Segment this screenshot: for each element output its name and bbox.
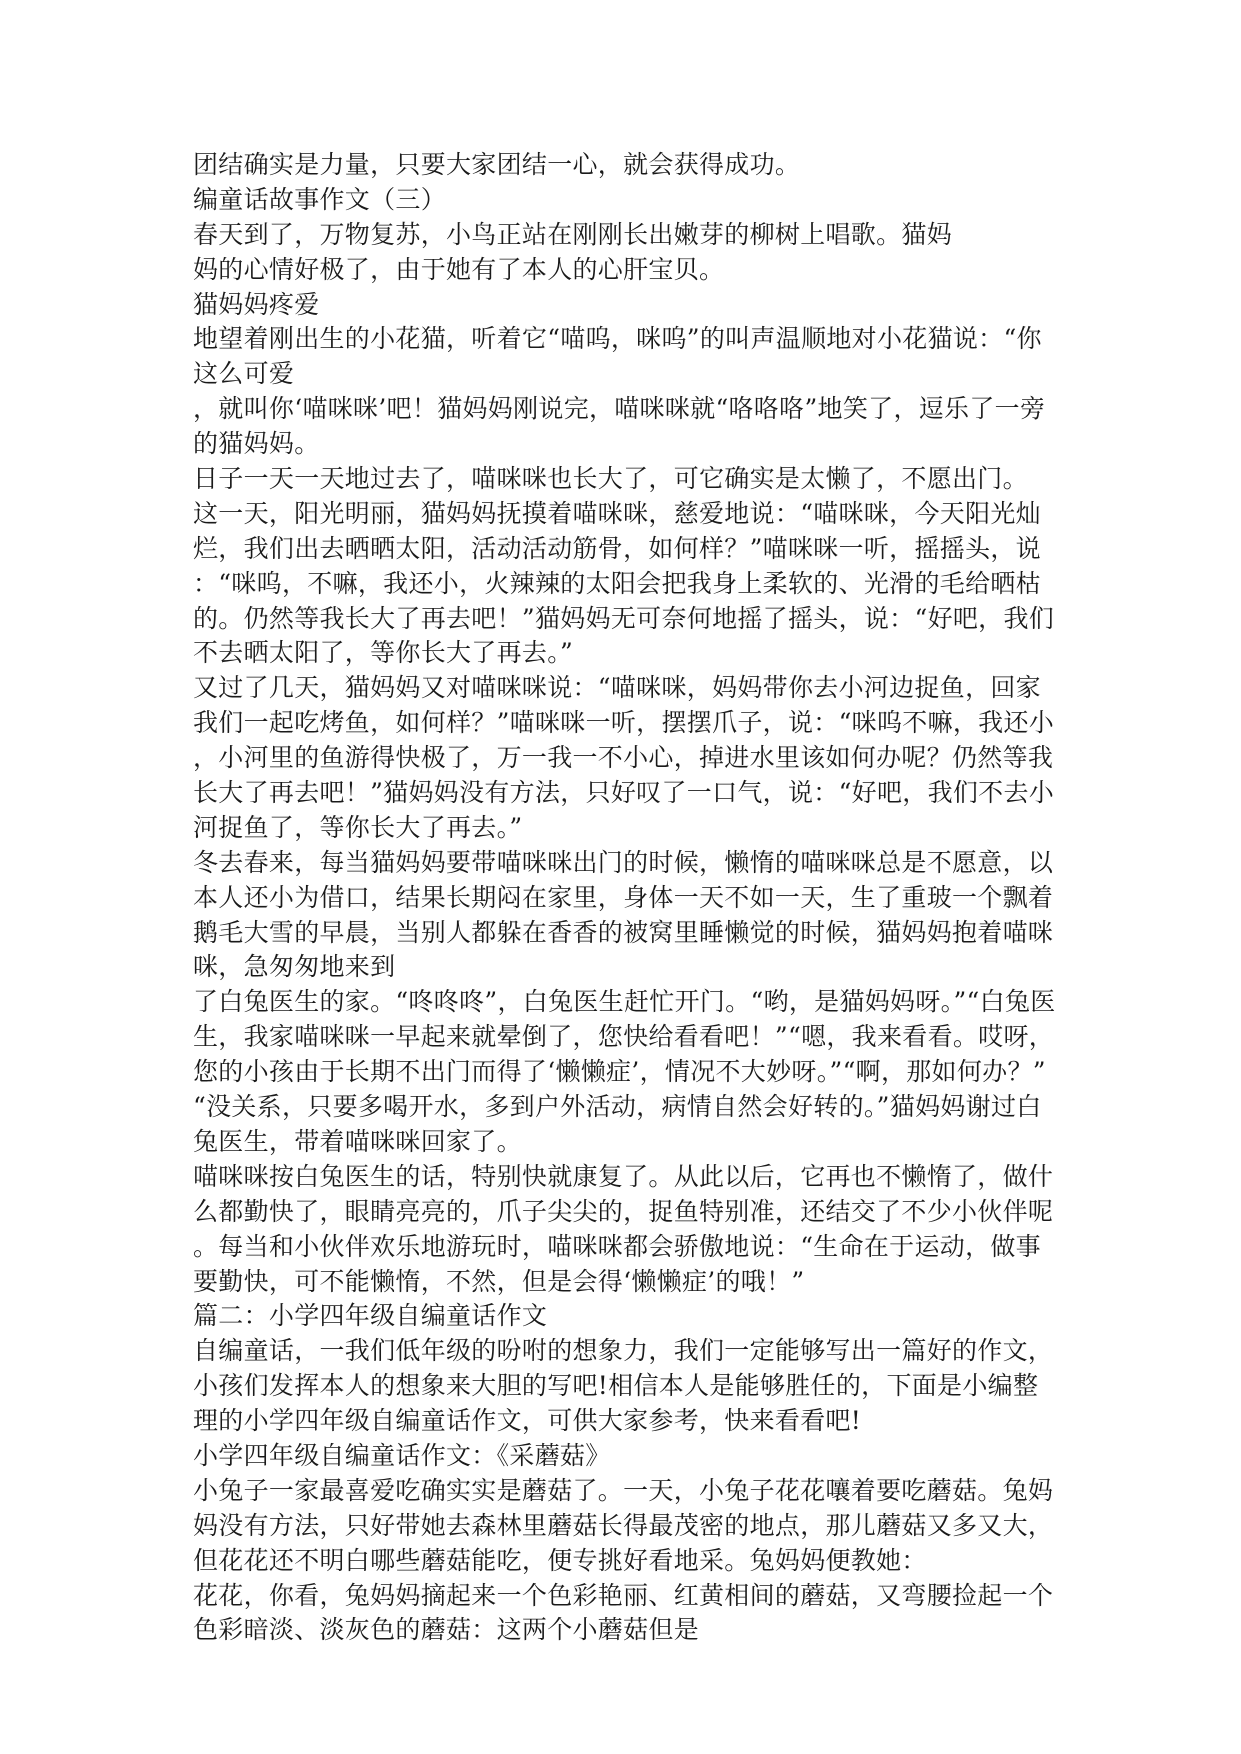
text-line: 我们一起吃烤鱼，如何样？”喵咪咪一听，摆摆爪子，说：“咪呜不嘛，我还小 [193,708,1055,738]
text-line: 本人还小为借口，结果长期闷在家里，身体一天不如一天，生了重玻一个飘着 [193,882,1054,912]
text-line: 了白兔医生的家。“咚咚咚”，白兔医生赶忙开门。“哟，是猫妈妈呀。”“白兔医 [193,987,1056,1017]
text-line: 理的小学四年级自编童话作文，可供大家参考，快来看看吧! [193,1406,862,1436]
text-line: 妈的心情好极了，由于她有了本人的心肝宝贝。 [193,254,725,284]
text-line: 春天到了，万物复苏，小鸟正站在刚刚长出嫩芽的柳树上唱歌。猫妈 [193,219,953,249]
text-line: 喵咪咪按白兔医生的话，特别快就康复了。从此以后，它再也不懒惰了，做什 [193,1161,1054,1191]
text-line: 色彩暗淡、淡灰色的蘑菇：这两个小蘑菇但是 [193,1615,700,1645]
text-line: 的。仍然等我长大了再去吧！”猫妈妈无可奈何地摇了摇头，说：“好吧，我们 [193,603,1055,633]
text-line: “没关系，只要多喝开水，多到户外活动，病情自然会好转的。”猫妈妈谢过白 [193,1092,1042,1122]
section-heading: 篇二：小学四年级自编童话作文 [193,1301,548,1331]
text-line: 日子一天一天地过去了，喵咪咪也长大了，可它确实是太懒了，不愿出门。 [193,464,1028,494]
text-line: 这么可爱 [193,359,295,389]
text-line: 这一天，阳光明丽，猫妈妈抚摸着喵咪咪，慈爱地说：“喵咪咪，今天阳光灿 [193,498,1041,528]
text-line: 小孩们发挥本人的想象来大胆的写吧!相信本人是能够胜任的，下面是小编整 [193,1371,1039,1401]
text-line: 鹅毛大雪的早晨，当别人都躲在香香的被窝里睡懒觉的时候，猫妈妈抱着喵咪 [193,917,1054,947]
document-body [193,148,1073,1648]
text-line: 不去晒太阳了，等你长大了再去。” [193,638,574,668]
text-line: ，就叫你‘喵咪咪’吧！猫妈妈刚说完，喵咪咪就“咯咯咯”地笑了，逗乐了一旁 [193,394,1046,424]
text-line: 您的小孩由于长期不出门而得了‘懒懒症’，情况不大妙呀。”“啊，那如何办？” [193,1057,1046,1087]
text-line: 但花花还不明白哪些蘑菇能吃，便专挑好看地采。兔妈妈便教她： [193,1545,927,1575]
text-line: 咪，急匆匆地来到 [193,952,396,982]
text-line: 么都勤快了，眼睛亮亮的，爪子尖尖的，捉鱼特别准，还结交了不少小伙伴呢 [193,1196,1054,1226]
text-line: 。每当和小伙伴欢乐地游玩时，喵咪咪都会骄傲地说：“生命在于运动，做事 [193,1231,1041,1261]
text-line: 团结确实是力量，只要大家团结一心，就会获得成功。 [193,150,801,179]
text-line: 长大了再去吧！”猫妈妈没有方法，只好叹了一口气，说：“好吧，我们不去小 [193,778,1055,808]
text-line: ，小河里的鱼游得快极了，万一我一不小心，掉进水里该如何办呢？仍然等我 [193,743,1054,773]
section-heading: 小学四年级自编童话作文：《采蘑菇》 [193,1440,611,1470]
text-line: 兔医生，带着喵咪咪回家了。 [193,1126,522,1156]
section-heading: 编童话故事作文（三） [193,184,447,214]
text-line: 烂，我们出去晒晒太阳，活动活动筋骨，如何样？”喵咪咪一听，摇摇头，说 [193,533,1041,563]
text-line: 地望着刚出生的小花猫，听着它“喵呜，咪呜”的叫声温顺地对小花猫说：“你 [193,324,1042,354]
text-line: ：“咪呜，不嘛，我还小，火辣辣的太阳会把我身上柔软的、光滑的毛给晒枯 [193,568,1041,598]
text-line: 又过了几天，猫妈妈又对喵咪咪说：“喵咪咪，妈妈带你去小河边捉鱼，回家 [193,673,1041,703]
text-line: 河捉鱼了，等你长大了再去。” [193,812,523,842]
text-line: 生，我家喵咪咪一早起来就晕倒了，您快给看看吧！”“嗯，我来看看。哎呀， [193,1022,1055,1052]
text-line: 妈没有方法，只好带她去森林里蘑菇长得最茂密的地点，那儿蘑菇又多又大， [193,1510,1054,1540]
text-line: 的猫妈妈。 [193,429,320,459]
text-line: 小兔子一家最喜爱吃确实实是蘑菇了。一天，小兔子花花嚷着要吃蘑菇。兔妈 [193,1475,1054,1505]
text-line: 花花，你看，兔妈妈摘起来一个色彩艳丽、红黄相间的蘑菇，又弯腰捡起一个 [193,1580,1054,1610]
text-line: 自编童话，一我们低年级的吩咐的想象力，我们一定能够写出一篇好的作文， [193,1336,1054,1366]
text-line: 猫妈妈疼爱 [193,289,320,319]
text-line: 冬去春来，每当猫妈妈要带喵咪咪出门的时候，懒惰的喵咪咪总是不愿意，以 [193,847,1054,877]
text-line: 要勤快，可不能懒惰，不然，但是会得‘懒懒症’的哦！” [193,1266,805,1296]
